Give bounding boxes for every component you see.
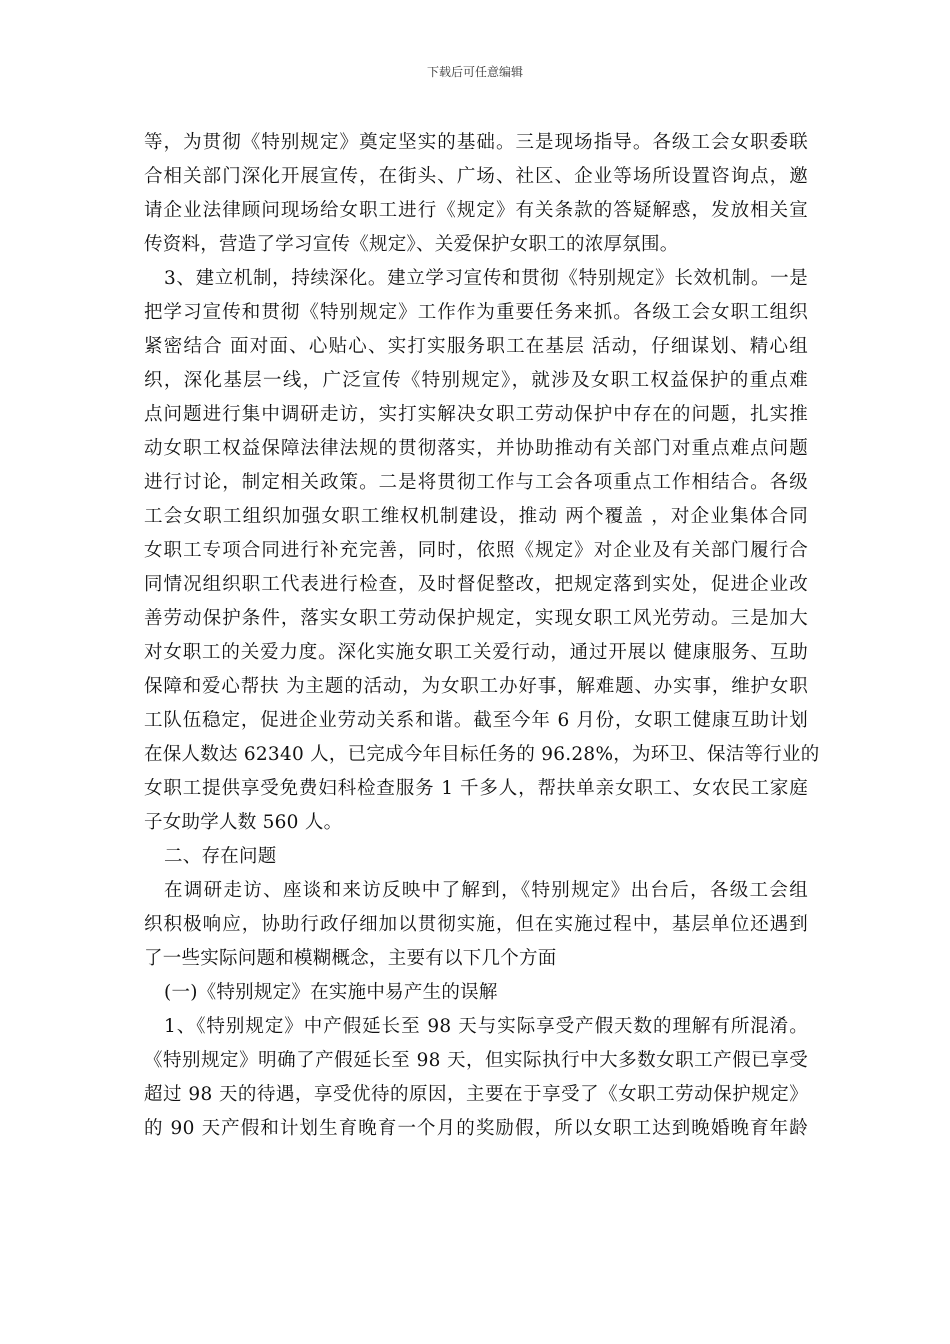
text-line: 工会女职工组织加强女职工维权机制建设，推动 两个覆盖 ，对企业集体合同 <box>144 506 808 527</box>
text-line: 合相关部门深化开展宣传，在街头、广场、社区、企业等场所设置咨询点，邀 <box>144 166 808 187</box>
text-line: 子女助学人数 560 人。 <box>144 812 343 833</box>
text-line: 对女职工的关爱力度。深化实施女职工关爱行动，通过开展以 健康服务、互助 <box>144 642 808 663</box>
text-line: 工队伍稳定，促进企业劳动关系和谐。截至今年 6 月份，女职工健康互助计划 <box>144 710 808 731</box>
document-body <box>144 126 820 1146</box>
text-line: 的 90 天产假和计划生育晚育一个月的奖励假，所以女职工达到晚婚晚育年龄 <box>144 1118 808 1139</box>
text-line: 织，深化基层一线，广泛宣传《特别规定》，就涉及女职工权益保护的重点难 <box>144 370 808 391</box>
text-line: 二、存在问题 <box>164 846 277 867</box>
text-line: 女职工提供享受免费妇科检查服务 1 千多人，帮扶单亲女职工、女农民工家庭 <box>144 778 808 799</box>
text-line: 1、《特别规定》中产假延长至 98 天与实际享受产假天数的理解有所混淆。 <box>164 1016 808 1037</box>
text-line: 传资料，营造了学习宣传《规定》、关爱保护女职工的浓厚氛围。 <box>144 234 679 255</box>
text-line: 在保人数达 62340 人，已完成今年目标任务的 96.28%，为环卫、保洁等行业的 <box>144 744 820 765</box>
text-line: (一)《特别规定》在实施中易产生的误解 <box>164 982 498 1003</box>
text-line: 了一些实际问题和模糊概念，主要有以下几个方面 <box>144 948 557 969</box>
text-line: 等，为贯彻《特别规定》奠定坚实的基础。三是现场指导。各级工会女职委联 <box>144 132 808 153</box>
text-line: 同情况组织职工代表进行检查，及时督促整改，把规定落到实处，促进企业改 <box>144 574 808 595</box>
text-line: 《特别规定》明确了产假延长至 98 天，但实际执行中大多数女职工产假已享受 <box>144 1050 808 1071</box>
text-line: 织积极响应，协助行政仔细加以贯彻实施，但在实施过程中，基层单位还遇到 <box>144 914 808 935</box>
text-line: 保障和爱心帮扶 为主题的活动，为女职工办好事，解难题、办实事，维护女职 <box>144 676 808 697</box>
text-line: 点问题进行集中调研走访，实打实解决女职工劳动保护中存在的问题，扎实推 <box>144 404 808 425</box>
text-line: 紧密结合 面对面、心贴心、实打实服务职工在基层 活动，仔细谋划、精心组 <box>144 336 808 357</box>
text-line: 超过 98 天的待遇，享受优待的原因，主要在于享受了《女职工劳动保护规定》 <box>144 1084 808 1105</box>
text-line: 在调研走访、座谈和来访反映中了解到，《特别规定》出台后，各级工会组 <box>164 880 808 901</box>
text-line: 把学习宣传和贯彻《特别规定》工作作为重要任务来抓。各级工会女职工组织 <box>144 302 808 323</box>
text-line: 善劳动保护条件，落实女职工劳动保护规定，实现女职工风光劳动。三是加大 <box>144 608 808 629</box>
page-header-note: 下载后可任意编辑 <box>426 65 523 79</box>
text-line: 请企业法律顾问现场给女职工进行《规定》有关条款的答疑解惑，发放相关宣 <box>144 200 808 221</box>
text-line: 女职工专项合同进行补充完善，同时，依照《规定》对企业及有关部门履行合 <box>144 540 808 561</box>
text-line: 进行讨论，制定相关政策。二是将贯彻工作与工会各项重点工作相结合。各级 <box>144 472 808 493</box>
text-line: 3、建立机制，持续深化。建立学习宣传和贯彻《特别规定》长效机制。一是 <box>164 268 808 289</box>
text-line: 动女职工权益保障法律法规的贯彻落实，并协助推动有关部门对重点难点问题 <box>144 438 808 459</box>
